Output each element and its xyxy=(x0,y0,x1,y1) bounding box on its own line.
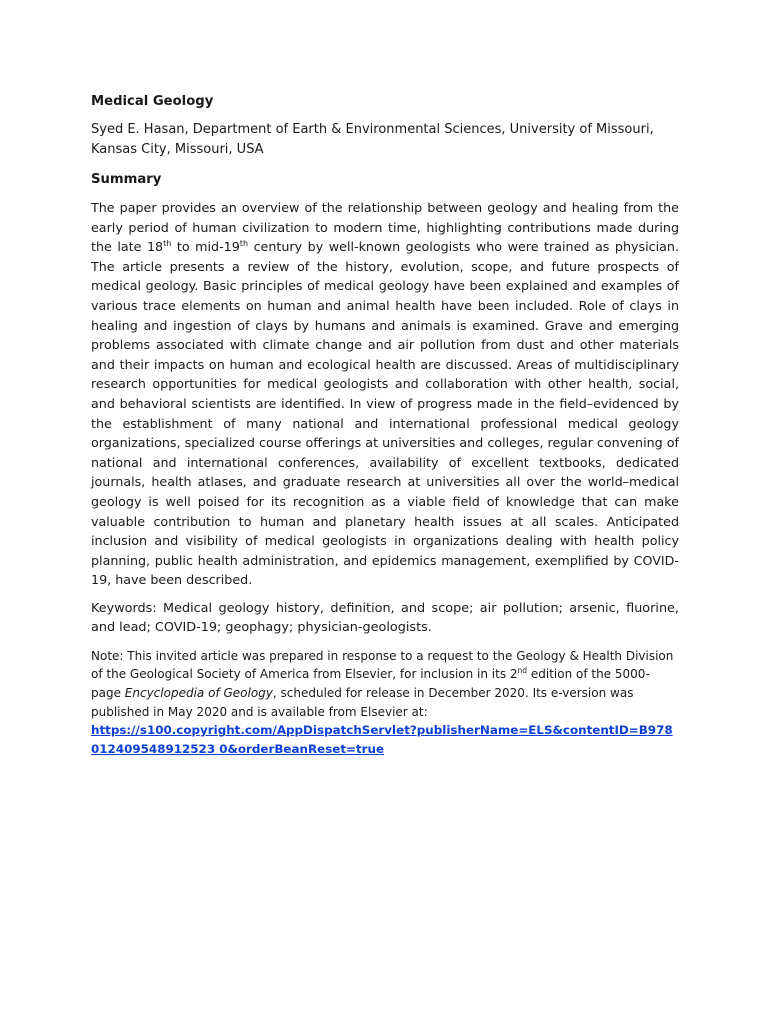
abstract-text-3: century by well-known geologists who were trained as physician. The article presents a review of the history, evolution, scope, and future prospects of medical geology. Basic principles of medical geology have been explained and examples of various trace elements on human and animal health have been included. Role of clays in healing and ingestion of clays by humans and animals is examined. Grave and emerging problems associated with climate change and air pollution from dust and other materials and their impacts on human and ecological health are discussed. Areas of multidisciplinary research opportunities for medical geologists and collaboration with other health, social, and behavioral scientists are identified. In view of progress made in the field–evidenced by the establishment of many national and international professional medical geology organizations, specialized course offerings at universities and colleges, regular convening of national and international conferences, availability of excellent textbooks, dedicated journals, health atlases, and graduate research at universities all over the world–medical geology is well poised for its recognition as a viable field of knowledge that can make valuable contribution to human and planetary health issues at all scales. Anticipated inclusion and visibility of medical geologists in organizations dealing with health policy planning, public health administration, and epidemics management, exemplified by COVID-19, have been described. xyxy=(91,239,679,588)
author-affiliation: Syed E. Hasan, Department of Earth & Environmental Sciences, University of Missouri, Kansas City, Missouri, USA xyxy=(91,122,654,157)
elsevier-link[interactable]: https://s100.copyright.com/AppDispatchServlet?publisherName=ELS&contentID=B978012409548912523 0&orderBeanReset=true xyxy=(91,723,673,756)
note-encyclopedia-title: Encyclopedia of Geology xyxy=(124,686,273,701)
abstract-text-1: The paper provides an overview of the relationship between geology and healing from the early period of human civilization to modern time, highlighting contributions made during the late 18 xyxy=(91,200,679,255)
document-page xyxy=(91,92,679,758)
abstract-superscript-2: th xyxy=(239,238,249,248)
paper-title: Medical Geology xyxy=(91,94,214,109)
note-text-3: , scheduled for release in December 2020. Its e-version was published in May 2020 and is available from Elsevier at: xyxy=(91,686,634,719)
abstract-superscript-1: th xyxy=(163,238,172,248)
note-text-1: Note: This invited article was prepared in response to a request to the Geology & Health Division of the Geological Society of America from Elsevier, for inclusion in its 2 xyxy=(91,648,674,682)
keywords-paragraph: Keywords: Medical geology history, definition, and scope; air pollution; arsenic, fluorine, and lead; COVID-19; geophagy; physician-geologists. xyxy=(91,600,679,636)
abstract-text-2: to mid-19 xyxy=(171,239,240,255)
abstract-paragraph xyxy=(91,198,679,590)
summary-heading: Summary xyxy=(91,172,162,187)
note-text-2: edition of the 5000-page xyxy=(91,667,650,701)
note-superscript: nd xyxy=(517,666,528,676)
note-paragraph xyxy=(91,647,679,759)
